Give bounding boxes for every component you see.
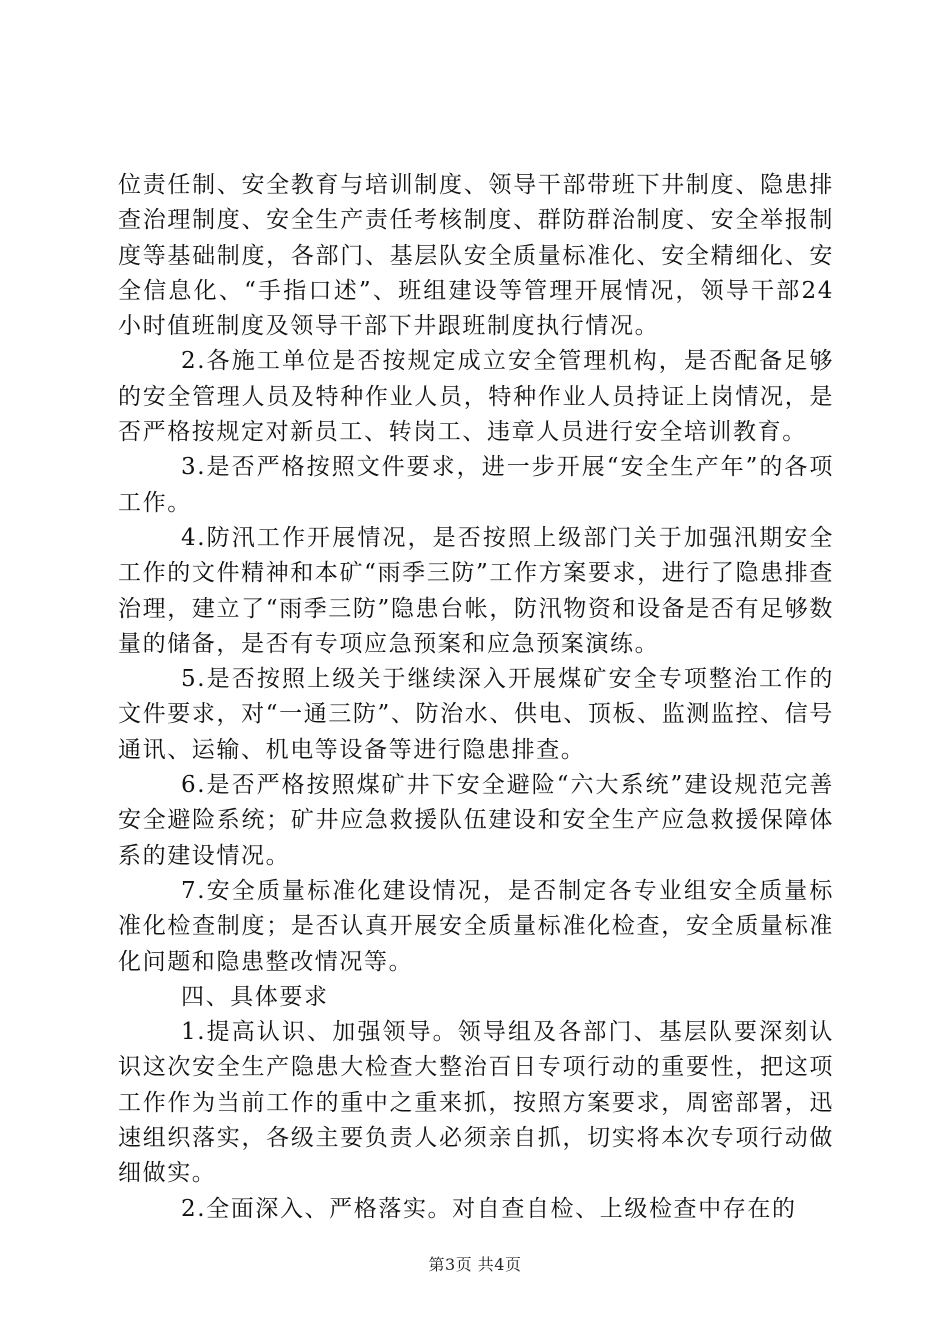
page-number-label: 第3页 共4页 <box>428 1255 522 1274</box>
section-heading: 四、具体要求 <box>181 983 329 1010</box>
paragraph-2: 2.各施工单位是否按规定成立安全管理机构，是否配备足够的安全管理人员及特种作业人员，特种作业人员持证上岗情况，是否严格按规定对新员工、转岗工、违章人员进行安全培训教育。 <box>118 348 834 446</box>
paragraph-9: 2.全面深入、严格落实。对自查自检、上级检查中存在的 <box>181 1195 797 1222</box>
page-footer <box>0 1252 950 1275</box>
paragraph-8: 1.提高认识、加强领导。领导组及各部门、基层队要深刻认识这次安全生产隐患大检查大整治百日专项行动的重要性，把这项工作作为当前工作的重中之重来抓，按照方案要求，周密部署，迅速组织落实，各级主要负责人必须亲自抓，切实将本次专项行动做细做实。 <box>118 1019 834 1187</box>
paragraph-7: 7.安全质量标准化建设情况，是否制定各专业组安全质量标准化检查制度；是否认真开展安全质量标准化检查，安全质量标准化问题和隐患整改情况等。 <box>118 877 834 975</box>
paragraph-5: 5.是否按照上级关于继续深入开展煤矿安全专项整治工作的文件要求，对“一通三防”、防治水、供电、顶板、监测监控、信号通讯、运输、机电等设备等进行隐患排查。 <box>118 666 834 763</box>
paragraph-1: 位责任制、安全教育与培训制度、领导干部带班下井制度、隐患排查治理制度、安全生产责任考核制度、群防群治制度、安全举报制度等基础制度，各部门、基层队安全质量标准化、安全精细化、安全信息化、“手指口述”、班组建设等管理开展情况，领导干部24小时值班制度及领导干部下井跟班制度执行情况。 <box>118 172 834 340</box>
document-body <box>118 168 834 1227</box>
paragraph-6: 6.是否严格按照煤矿井下安全避险“六大系统”建设规范完善安全避险系统；矿井应急救援队伍建设和安全生产应急救援保障体系的建设情况。 <box>118 772 834 869</box>
paragraph-3: 3.是否严格按照文件要求，进一步开展“安全生产年”的各项工作。 <box>118 454 834 516</box>
paragraph-4: 4.防汛工作开展情况，是否按照上级部门关于加强汛期安全工作的文件精神和本矿“雨季三防”工作方案要求，进行了隐患排查治理，建立了“雨季三防”隐患台帐，防汛物资和设备是否有足够数量的储备，是否有专项应急预案和应急预案演练。 <box>118 524 834 657</box>
